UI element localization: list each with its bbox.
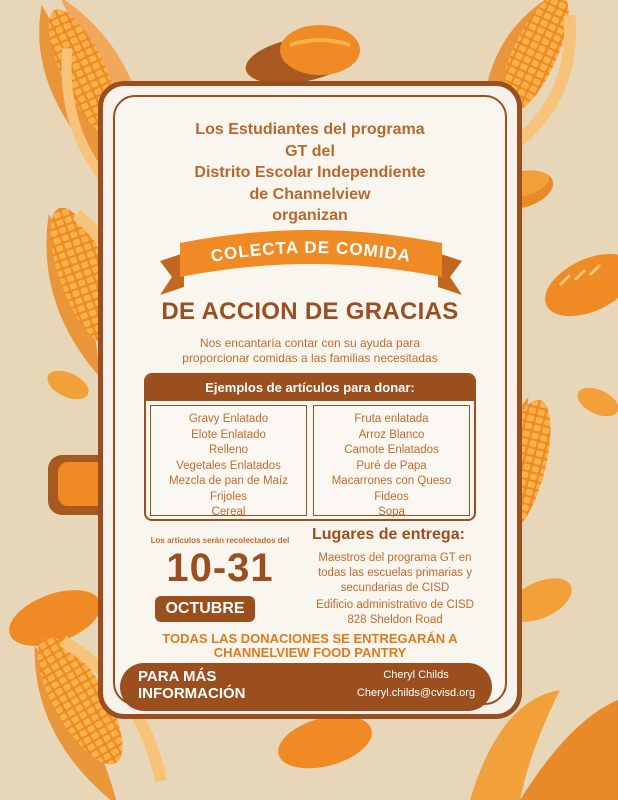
ribbon-title: COLECTA DE COMIDA	[209, 237, 413, 266]
sweet-potato-icon	[43, 365, 93, 405]
collection-dates: 10-31	[166, 546, 274, 590]
list-item: Camote Enlatados	[344, 444, 439, 456]
intro-line: de Channelview	[249, 185, 371, 203]
delivery-title: Lugares de entrega:	[312, 526, 465, 543]
intro-line: Distrito Escolar Independiente	[194, 164, 426, 181]
list-item: Arroz Blanco	[358, 428, 425, 441]
list-item: Mezcla de pan de Maíz	[169, 475, 288, 487]
donations-line: TODAS LAS DONACIONES SE ENTREGARÁN A	[162, 631, 458, 646]
list-item: Elote Enlatado	[191, 428, 266, 441]
list-item: Fruta enlatada	[354, 413, 429, 425]
info-label-line: PARA MÁS	[138, 668, 217, 685]
donations-notice	[113, 632, 507, 660]
contact-name: Cheryl Childs	[383, 669, 449, 681]
contact-email-link[interactable]: Cheryl.childs@cvisd.org	[356, 687, 476, 699]
list-item: Gravy Enlatado	[188, 413, 269, 425]
list-item: Relleno	[209, 444, 248, 456]
intro-line: organizan	[272, 207, 348, 224]
list-item: Vegetales Enlatados	[176, 459, 281, 472]
list-item: Frijoles	[209, 490, 248, 503]
items-column-left	[150, 405, 307, 516]
sweet-potato-icon	[573, 382, 618, 422]
delivery-location-teachers: Maestros del programa GT en todas las escuelas primarias y secundarias de CISD	[317, 552, 473, 594]
list-item: Macarrones con Queso	[331, 475, 452, 487]
info-label	[138, 668, 246, 702]
intro-line: GT del	[285, 142, 335, 160]
subtitle-line: proporcionar comidas a las familias necesitadas	[182, 351, 438, 365]
organizer-intro	[113, 119, 507, 227]
list-item: Cereal	[211, 506, 246, 518]
list-item: Sopa	[378, 506, 405, 518]
intro-line: Los Estudiantes del programa	[195, 121, 425, 138]
collection-label: Los artículos serán recolectados del	[150, 536, 290, 545]
items-header: Ejemplos de artículos para donar:	[146, 375, 474, 401]
donations-line: CHANNELVIEW FOOD PANTRY	[213, 645, 407, 660]
info-label-line: INFORMACIÓN	[138, 685, 246, 702]
title-ribbon	[160, 225, 462, 295]
items-column-right	[313, 405, 470, 516]
list-item: Fideos	[374, 490, 409, 503]
bread-icon	[536, 241, 618, 329]
list-item: Puré de Papa	[356, 459, 427, 472]
main-title: DE ACCION DE GRACIAS	[161, 298, 459, 325]
subtitle-line: Nos encantaría contar con su ayuda para	[199, 336, 421, 350]
collection-month: OCTUBRE	[155, 596, 255, 622]
donation-items-box	[144, 373, 476, 521]
delivery-location-admin: Edificio administrativo de CISD 828 Sheldon Road	[316, 599, 474, 626]
subtitle	[113, 336, 507, 366]
